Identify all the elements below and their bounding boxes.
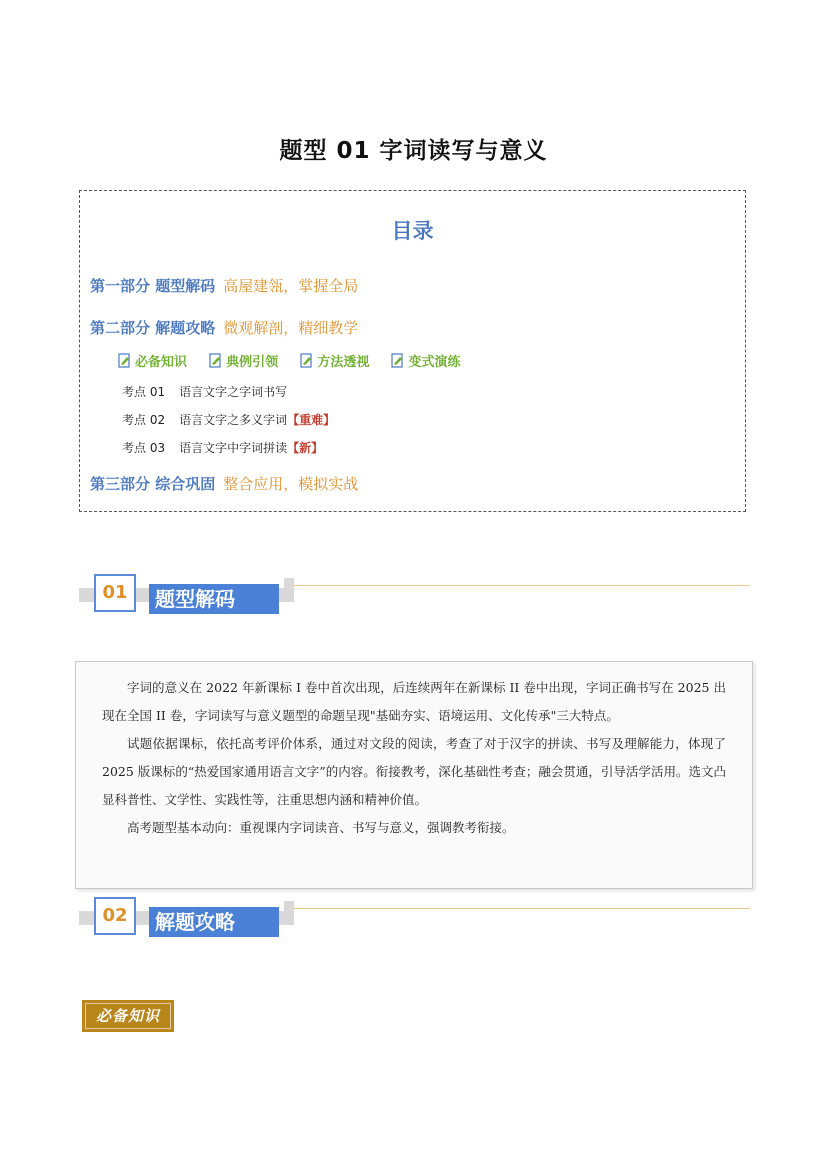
section-label: 解题攻略: [149, 907, 279, 937]
kaodian-mark: 【重难】: [287, 413, 336, 427]
toc-tag-bianshi[interactable]: [391, 351, 460, 370]
toc-tag-label: 变式演练: [408, 355, 461, 370]
toc-tag-dianli[interactable]: [209, 351, 278, 370]
kaodian-label: 考点 01: [122, 385, 166, 399]
kaodian-label: 考点 03: [122, 441, 166, 455]
toc-part-name: 第三部分 综合巩固: [90, 475, 216, 493]
section-shadow-square: [284, 578, 294, 588]
section-number: 01: [94, 574, 136, 612]
document-edit-icon: [300, 353, 314, 368]
toc-kaodian-1[interactable]: [122, 383, 287, 400]
section-shadow-square: [284, 901, 294, 911]
document-edit-icon: [209, 353, 223, 368]
kaodian-label: 考点 02: [122, 413, 166, 427]
section-header-1: [79, 572, 750, 617]
intro-paragraph: 试题依据课标，依托高考评价体系，通过对文段的阅读，考查了对于汉字的拼读、书写及理解能力，体现了 2025 版课标的“热爱国家通用语言文字”的内容。衔接教考，深化基础性考查；融会贯通，引导活学活用。选文凸显科普性、文学性、实践性等，注重思想内涵和精神价值。: [102, 736, 726, 807]
section-label: 题型解码: [149, 584, 279, 614]
toc-tag-bibei[interactable]: [118, 351, 187, 370]
bibei-zhishi-badge: 必备知识: [82, 1000, 174, 1032]
section-rule: [284, 908, 750, 909]
page-title: 题型 01 字词读写与意义: [279, 138, 548, 164]
section-number: 02: [94, 897, 136, 935]
kaodian-text: 语言文字之字词书写: [179, 385, 288, 399]
toc-kaodian-3[interactable]: [122, 439, 323, 456]
toc-tag-label: 典例引领: [226, 355, 279, 370]
document-edit-icon: [118, 353, 132, 368]
toc-tag-label: 必备知识: [135, 355, 188, 370]
toc-heading: 目录: [391, 219, 434, 243]
kaodian-text: 语言文字之多义字词: [179, 413, 288, 427]
document-edit-icon: [391, 353, 405, 368]
toc-part-slogan: 高屋建瓴，掌握全局: [223, 277, 359, 295]
toc-part-3[interactable]: [90, 473, 358, 494]
toc-part-slogan: 整合应用，模拟实战: [223, 475, 359, 493]
intro-paragraph: 高考题型基本动向：重视课内字词读音、书写与意义，强调教考衔接。: [127, 820, 515, 835]
toc-part-1[interactable]: [90, 275, 358, 296]
intro-box: [75, 661, 753, 889]
toc-kaodian-2[interactable]: [122, 411, 335, 428]
toc-part-name: 第一部分 题型解码: [90, 277, 216, 295]
section-header-2: [79, 895, 750, 940]
toc-part-slogan: 微观解剖，精细教学: [223, 319, 359, 337]
toc-tags-row: [118, 351, 478, 372]
intro-paragraph: 字词的意义在 2022 年新课标 I 卷中首次出现，后连续两年在新课标 II 卷中出现，字词正确书写在 2025 出现在全国 II 卷，字词读写与意义题型的命题呈现"基础夯实、语境运用、文化传承"三大特点。: [102, 680, 726, 723]
toc-part-2[interactable]: [90, 317, 358, 338]
toc-box: [79, 190, 746, 512]
toc-part-name: 第二部分 解题攻略: [90, 319, 216, 337]
toc-tag-fangfa[interactable]: [300, 351, 369, 370]
kaodian-text: 语言文字中字词拼读: [179, 441, 288, 455]
toc-tag-label: 方法透视: [317, 355, 370, 370]
section-rule: [284, 585, 750, 586]
kaodian-mark: 【新】: [287, 441, 324, 455]
